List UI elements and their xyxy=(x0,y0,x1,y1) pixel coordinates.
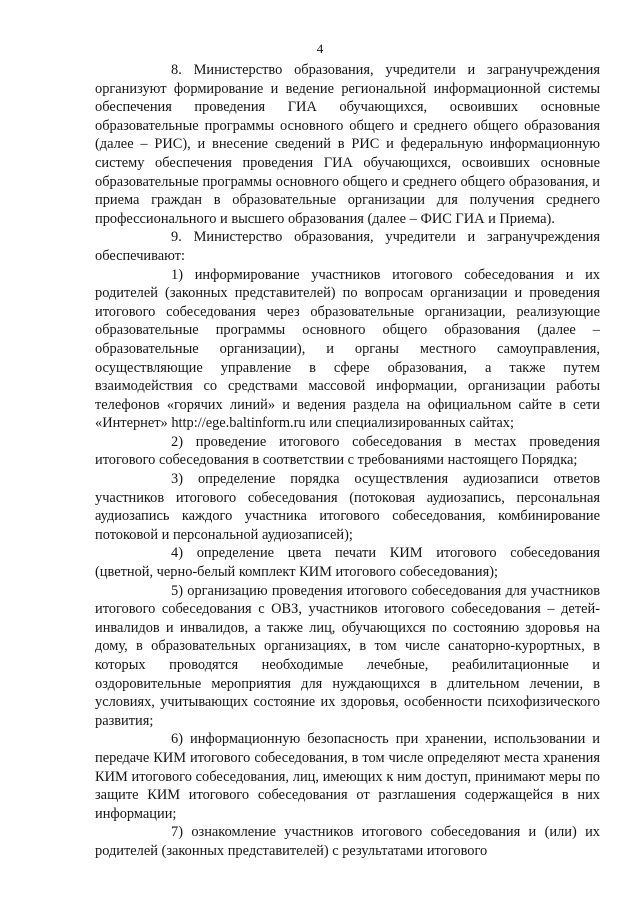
list-item-text: организацию проведения итогового собеседования для участников итогового собеседования с ОВЗ, участников итогового собеседования – детей-инвалидов и инвалидов, а также лиц, обучающихся по состоянию здоровья на дому, в образовательных организациях, в том числе санаторно-курортных, в которых проводятся необходимые лечебные, реабилитационные и оздоровительные мероприятия для нуждающихся в длительном лечении, в условиях, учитывающих состояние их здоровья, особенности психофизического развития; xyxy=(95,582,600,729)
paragraph-text: Министерство образования, учредители и загранучреждения организуют формирование и ведение региональной информационной системы обеспечения проведения ГИА обучающихся, освоивших основные образовательные программы основного общего и среднего общего образования (далее – РИС), и внесение сведений в РИС и федеральную информационную систему обеспечения проведения ГИА обучающихся, освоивших основные образовательные программы основного общего и среднего общего образования, и приема граждан в образовательные организации для получения среднего профессионального и высшего образования (далее – ФИС ГИА и Приема). xyxy=(95,62,600,227)
paragraph-text: Министерство образования, учредители и загранучреждения обеспечивают: xyxy=(95,229,600,264)
list-item-text: информационную безопасность при хранении, использовании и передаче КИМ итогового собеседования, в том числе определяют места хранения КИМ итогового собеседования, лиц, имеющих к ним доступ, принимают меры по защите КИМ итогового собеседования от разглашения содержащейся в них информации; xyxy=(95,731,600,822)
document-body xyxy=(95,61,600,861)
list-item-text: определение порядка осуществления аудиозаписи ответов участников итогового собеседования (потоковая аудиозапись, персональная аудиозапись каждого участника итогового собеседования, комбинирование потоковой и персональной аудиозаписей); xyxy=(95,471,600,543)
list-item-1 xyxy=(95,266,600,433)
list-item-number: 1) xyxy=(171,266,183,283)
list-item-text: определение цвета печати КИМ итогового собеседования (цветной, черно-белый комплект КИМ итогового собеседования); xyxy=(95,545,600,581)
paragraph-number: 8. xyxy=(171,62,182,78)
paragraph-9 xyxy=(95,228,600,265)
paragraph-number: 9. xyxy=(171,229,182,246)
list-item-6 xyxy=(95,730,600,823)
list-item-5 xyxy=(95,582,600,731)
list-item-4 xyxy=(95,544,600,581)
list-item-3 xyxy=(95,470,600,544)
page-number: 4 xyxy=(316,41,324,56)
list-item-number: 5) xyxy=(171,582,183,599)
list-item-number: 6) xyxy=(171,731,183,748)
list-item-text: проведение итогового собеседования в местах проведения итогового собеседования в соответствии с требованиями настоящего Порядка; xyxy=(95,433,600,469)
list-item-number: 3) xyxy=(171,471,183,488)
list-item-7 xyxy=(95,823,600,860)
paragraph-8 xyxy=(95,61,600,228)
list-item-text: информирование участников итогового собеседования и их родителей (законных представителей) по вопросам организации и проведения итогового собеседования через образовательные организации, реализующие образовательные программы основного общего образования (далее – образовательные организации), и органы местного самоуправления, осуществляющие управление в сфере образования, а также путем взаимодействия со средствами массовой информации, организации работы телефонов «горячих линий» и ведения раздела на официальном сайте в сети «Интернет» http://ege.baltinform.ru или специализированных сайтах; xyxy=(95,266,600,432)
list-item-2 xyxy=(95,433,600,470)
list-item-number: 4) xyxy=(171,545,183,562)
list-item-text: ознакомление участников итогового собеседования и (или) их родителей (законных представителей) с результатами итогового xyxy=(95,824,600,859)
list-item-number: 7) xyxy=(171,824,183,841)
list-item-number: 2) xyxy=(171,433,183,450)
